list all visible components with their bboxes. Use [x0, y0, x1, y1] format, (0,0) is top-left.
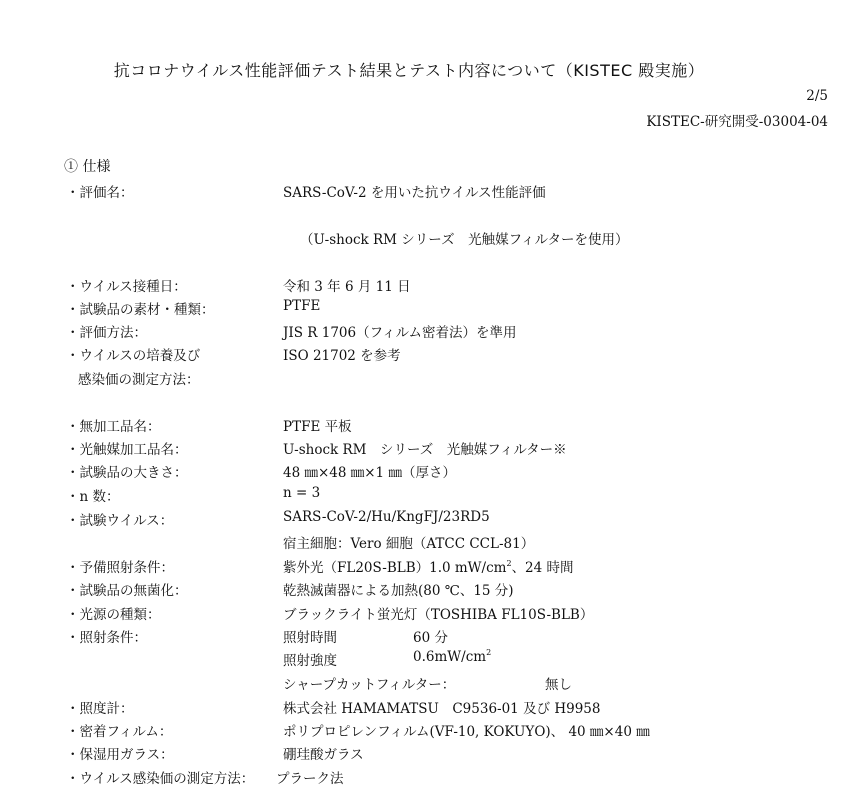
film-label: ・密着フィルム： — [66, 724, 173, 740]
culture-label-line2: 感染価の測定方法： — [78, 372, 200, 388]
eval-name-value: SARS-CoV-2 を用いた抗ウイルス性能評価 — [283, 185, 546, 201]
document-number: KISTEC-研究開受-03004-04 — [646, 114, 828, 130]
culture-value: ISO 21702 を参考 — [283, 348, 401, 364]
untreated-label: ・無加工品名： — [66, 419, 161, 435]
light-source-label: ・光源の種類： — [66, 607, 161, 623]
irradiation-intensity-value — [413, 649, 491, 665]
irradiation-intensity-label: 照射強度 — [283, 653, 337, 669]
photocatalyst-label: ・光触媒加工品名： — [66, 442, 188, 458]
infectivity-value: プラーク法 — [276, 771, 344, 787]
film-value: ポリプロピレンフィルム(VF-10, KOKUYO)、 40 ㎜×40 ㎜ — [283, 724, 650, 740]
untreated-value: PTFE 平板 — [283, 419, 352, 435]
filter-label: シャープカットフィルター： — [283, 677, 456, 693]
virus-value: SARS-CoV-2/Hu/KngFJ/23RD5 — [283, 509, 490, 525]
pre-irradiation-value-b: 、24 時間 — [511, 560, 574, 576]
infectivity-label: ・ウイルス感染価の測定方法： — [66, 771, 255, 787]
glass-value: 硼珪酸ガラス — [283, 747, 364, 763]
sterilization-label: ・試験品の無菌化： — [66, 583, 188, 599]
inoculation-date-label: ・ウイルス接種日： — [66, 279, 187, 295]
irradiation-intensity-sup: 2 — [486, 648, 492, 657]
section-heading: ① 仕様 — [64, 159, 111, 175]
sterilization-value: 乾熱滅菌器による加熱(80 ℃、15 分) — [283, 583, 514, 599]
virus-label: ・試験ウイルス： — [66, 513, 174, 529]
pre-irradiation-sup: 2 — [506, 559, 512, 568]
illuminometer-label: ・照度計： — [66, 701, 134, 717]
photocatalyst-value: U-shock RM シリーズ 光触媒フィルター※ — [283, 442, 567, 458]
eval-name-note: （U-shock RM シリーズ 光触媒フィルターを使用） — [300, 232, 629, 248]
method-label: ・評価方法： — [66, 325, 147, 341]
irradiation-time-label: 照射時間 — [283, 630, 337, 646]
irradiation-time-value: 60 分 — [413, 630, 448, 646]
document-title: 抗コロナウイルス性能評価テスト結果とテスト内容について（KISTEC 殿実施） — [113, 61, 705, 80]
material-value: PTFE — [283, 298, 321, 314]
pre-irradiation-label: ・予備照射条件： — [66, 560, 174, 576]
light-source-value: ブラックライト蛍光灯（TOSHIBA FL10S-BLB） — [283, 607, 594, 623]
irradiation-intensity-number: 0.6mW/cm — [413, 649, 487, 665]
inoculation-date-value: 令和 3 年 6 月 11 日 — [283, 279, 411, 295]
n-label: ・n 数： — [66, 489, 120, 505]
page-number: 2/5 — [806, 88, 828, 104]
method-value: JIS R 1706（フィルム密着法）を準用 — [283, 325, 517, 341]
irradiation-label: ・照射条件： — [66, 630, 147, 646]
pre-irradiation-value — [283, 556, 574, 576]
host-cell-value: 宿主細胞：Vero 細胞（ATCC CCL-81） — [283, 536, 535, 552]
size-value: 48 ㎜×48 ㎜×1 ㎜（厚さ） — [283, 465, 456, 481]
n-value: n = 3 — [283, 485, 321, 501]
illuminometer-value: 株式会社 HAMAMATSU C9536-01 及び H9958 — [283, 701, 601, 717]
filter-value: 無し — [545, 677, 572, 693]
culture-label: ・ウイルスの培養及び — [66, 348, 201, 364]
pre-irradiation-value-a: 紫外光（FL20S-BLB）1.0 mW/cm — [283, 560, 507, 576]
eval-name-label: ・評価名： — [66, 185, 134, 201]
material-label: ・試験品の素材・種類： — [66, 302, 215, 318]
glass-label: ・保湿用ガラス： — [66, 747, 174, 763]
size-label: ・試験品の大きさ： — [66, 465, 188, 481]
